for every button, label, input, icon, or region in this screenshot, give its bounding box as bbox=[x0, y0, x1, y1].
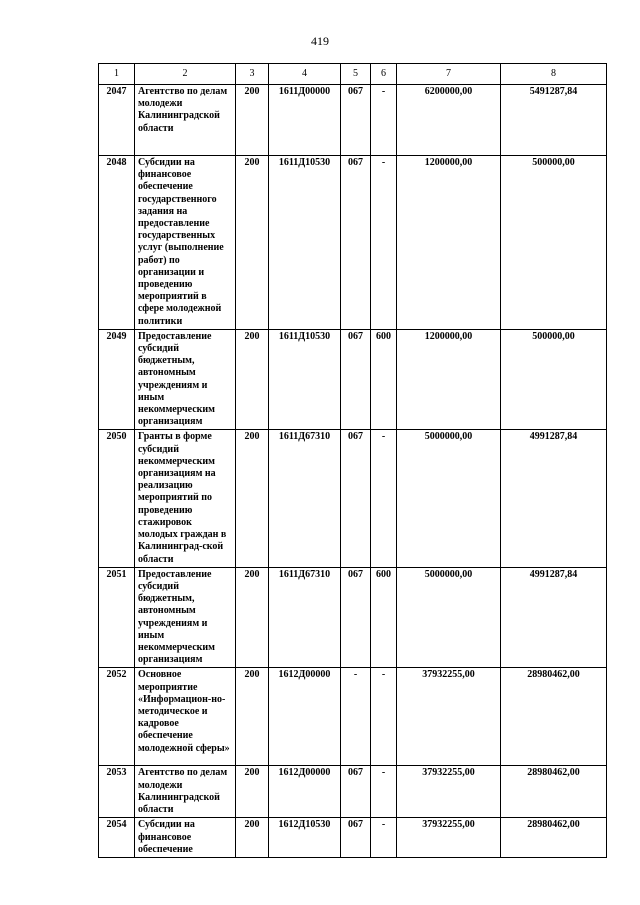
row-target-code: 1611Д10530 bbox=[269, 329, 341, 430]
row-admin-code: 067 bbox=[341, 430, 371, 567]
row-chapter: 200 bbox=[236, 818, 269, 858]
row-amount-1: 37932255,00 bbox=[397, 668, 501, 766]
row-number: 2053 bbox=[99, 766, 135, 818]
row-chapter: 200 bbox=[236, 156, 269, 330]
row-target-code: 1612Д00000 bbox=[269, 668, 341, 766]
row-number: 2051 bbox=[99, 567, 135, 668]
row-name: Агентство по делам молодежи Калининградской области bbox=[135, 766, 236, 818]
row-name: Субсидии на финансовое обеспечение bbox=[135, 818, 236, 858]
page-number: 419 bbox=[311, 34, 329, 48]
row-amount-1: 37932255,00 bbox=[397, 766, 501, 818]
row-amount-1: 5000000,00 bbox=[397, 430, 501, 567]
row-admin-code: 067 bbox=[341, 156, 371, 330]
header-col-3: 3 bbox=[236, 64, 269, 85]
row-amount-2: 4991287,84 bbox=[501, 567, 607, 668]
row-target-code: 1611Д10530 bbox=[269, 156, 341, 330]
row-number: 2052 bbox=[99, 668, 135, 766]
table-row bbox=[99, 668, 607, 766]
row-name: Предоставление субсидий бюджетным, автономным учреждениям и иным некоммерческим организациям bbox=[135, 567, 236, 668]
row-admin-code: 067 bbox=[341, 85, 371, 156]
header-col-4: 4 bbox=[269, 64, 341, 85]
row-admin-code: 067 bbox=[341, 818, 371, 858]
row-chapter: 200 bbox=[236, 329, 269, 430]
row-amount-1: 5000000,00 bbox=[397, 567, 501, 668]
table-row bbox=[99, 329, 607, 430]
row-target-code: 1611Д67310 bbox=[269, 567, 341, 668]
header-col-8: 8 bbox=[501, 64, 607, 85]
row-expense-type: - bbox=[371, 766, 397, 818]
row-number: 2047 bbox=[99, 85, 135, 156]
budget-table bbox=[98, 63, 607, 858]
row-name: Гранты в форме субсидий некоммерческим организациям на реализацию мероприятий по проведению стажировок молодых граждан в Калининград-ской области bbox=[135, 430, 236, 567]
row-amount-1: 6200000,00 bbox=[397, 85, 501, 156]
table-row bbox=[99, 567, 607, 668]
row-number: 2050 bbox=[99, 430, 135, 567]
table-row bbox=[99, 818, 607, 858]
row-amount-2: 4991287,84 bbox=[501, 430, 607, 567]
table-row bbox=[99, 85, 607, 156]
row-amount-2: 28980462,00 bbox=[501, 668, 607, 766]
row-admin-code: 067 bbox=[341, 329, 371, 430]
row-name: Предоставление субсидий бюджетным, автономным учреждениям и иным некоммерческим организациям bbox=[135, 329, 236, 430]
header-col-6: 6 bbox=[371, 64, 397, 85]
row-expense-type: - bbox=[371, 430, 397, 567]
row-number: 2048 bbox=[99, 156, 135, 330]
row-name: Субсидии на финансовое обеспечение государственного задания на предоставление государственных услуг (выполнение работ) по организации и проведению мероприятий в сфере молодежной политики bbox=[135, 156, 236, 330]
row-target-code: 1611Д00000 bbox=[269, 85, 341, 156]
row-expense-type: - bbox=[371, 156, 397, 330]
row-chapter: 200 bbox=[236, 766, 269, 818]
row-expense-type: 600 bbox=[371, 567, 397, 668]
row-admin-code: 067 bbox=[341, 567, 371, 668]
row-chapter: 200 bbox=[236, 567, 269, 668]
row-target-code: 1611Д67310 bbox=[269, 430, 341, 567]
header-col-1: 1 bbox=[99, 64, 135, 85]
row-admin-code: 067 bbox=[341, 766, 371, 818]
header-col-7: 7 bbox=[397, 64, 501, 85]
row-number: 2054 bbox=[99, 818, 135, 858]
table-row bbox=[99, 766, 607, 818]
table-row bbox=[99, 156, 607, 330]
row-name: Основное мероприятие «Информацион-но-методическое и кадровое обеспечение молодежной сферы» bbox=[135, 668, 236, 766]
row-chapter: 200 bbox=[236, 430, 269, 567]
row-amount-1: 1200000,00 bbox=[397, 156, 501, 330]
row-admin-code: - bbox=[341, 668, 371, 766]
row-amount-2: 5491287,84 bbox=[501, 85, 607, 156]
row-chapter: 200 bbox=[236, 85, 269, 156]
header-row bbox=[99, 64, 607, 85]
header-col-5: 5 bbox=[341, 64, 371, 85]
row-name: Агентство по делам молодежи Калининградской области bbox=[135, 85, 236, 156]
row-amount-1: 1200000,00 bbox=[397, 329, 501, 430]
row-amount-2: 500000,00 bbox=[501, 329, 607, 430]
row-target-code: 1612Д00000 bbox=[269, 766, 341, 818]
header-col-2: 2 bbox=[135, 64, 236, 85]
row-target-code: 1612Д10530 bbox=[269, 818, 341, 858]
row-amount-2: 500000,00 bbox=[501, 156, 607, 330]
row-amount-2: 28980462,00 bbox=[501, 818, 607, 858]
row-expense-type: 600 bbox=[371, 329, 397, 430]
row-chapter: 200 bbox=[236, 668, 269, 766]
row-amount-1: 37932255,00 bbox=[397, 818, 501, 858]
row-number: 2049 bbox=[99, 329, 135, 430]
table-row bbox=[99, 430, 607, 567]
row-expense-type: - bbox=[371, 85, 397, 156]
row-amount-2: 28980462,00 bbox=[501, 766, 607, 818]
row-expense-type: - bbox=[371, 818, 397, 858]
row-expense-type: - bbox=[371, 668, 397, 766]
